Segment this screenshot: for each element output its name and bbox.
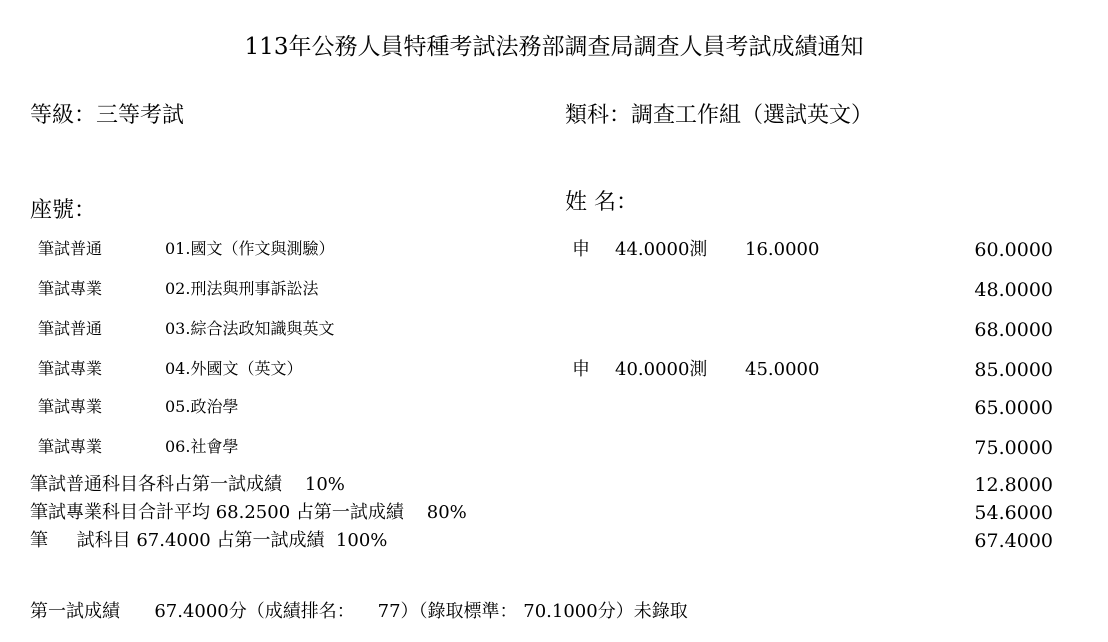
subject-score: 68.0000 xyxy=(974,319,1053,341)
seat-number-label: 座號： xyxy=(30,198,97,223)
name-label: 姓 名： xyxy=(565,190,638,215)
subject-score: 75.0000 xyxy=(974,437,1053,459)
subject-score: 85.0000 xyxy=(974,359,1053,381)
apply-mark: 申 xyxy=(572,239,590,260)
subject-name: 01.國文（作文與測驗） xyxy=(165,239,335,258)
subject-name: 06.社會學 xyxy=(165,437,239,456)
summary-label: 筆試專業科目合計平均 68.2500 占第一試成績 80% xyxy=(30,502,467,523)
exam-level: 等級：三等考試 xyxy=(30,103,185,128)
subject-name: 02.刑法與刑事訴訟法 xyxy=(165,279,319,298)
summary-label: 筆 試科目 67.4000 占第一試成績 100% xyxy=(30,530,388,551)
exam-type: 筆試普通 xyxy=(38,319,103,338)
summary-score: 54.6000 xyxy=(974,502,1053,524)
subject-score: 60.0000 xyxy=(974,239,1053,261)
subject-name: 03.綜合法政知識與英文 xyxy=(165,319,335,338)
essay-score: 40.0000測 xyxy=(615,359,708,380)
apply-mark: 申 xyxy=(572,359,590,380)
test-score: 45.0000 xyxy=(745,359,820,380)
exam-type: 筆試專業 xyxy=(38,359,103,378)
subject-score: 48.0000 xyxy=(974,279,1053,301)
page-title: 113年公務人員特種考試法務部調查局調查人員考試成績通知 xyxy=(244,34,864,60)
exam-type: 筆試專業 xyxy=(38,279,103,298)
exam-type: 筆試普通 xyxy=(38,239,103,258)
exam-type: 筆試專業 xyxy=(38,397,103,416)
summary-score: 67.4000 xyxy=(974,530,1053,552)
essay-score: 44.0000測 xyxy=(615,239,708,260)
subject-score: 65.0000 xyxy=(974,397,1053,419)
subject-name: 05.政治學 xyxy=(165,397,239,416)
exam-type: 筆試專業 xyxy=(38,437,103,456)
summary-score: 12.8000 xyxy=(974,474,1053,496)
test-score: 16.0000 xyxy=(745,239,820,260)
summary-label: 筆試普通科目各科占第一試成績 10% xyxy=(30,474,345,495)
exam-category: 類科：調查工作組（選試英文） xyxy=(565,103,874,128)
first-exam-result: 第一試成績 67.4000分（成績排名： 77）（錄取標準： 70.1000分）未錄取 xyxy=(30,601,688,622)
subject-name: 04.外國文（英文） xyxy=(165,359,303,378)
